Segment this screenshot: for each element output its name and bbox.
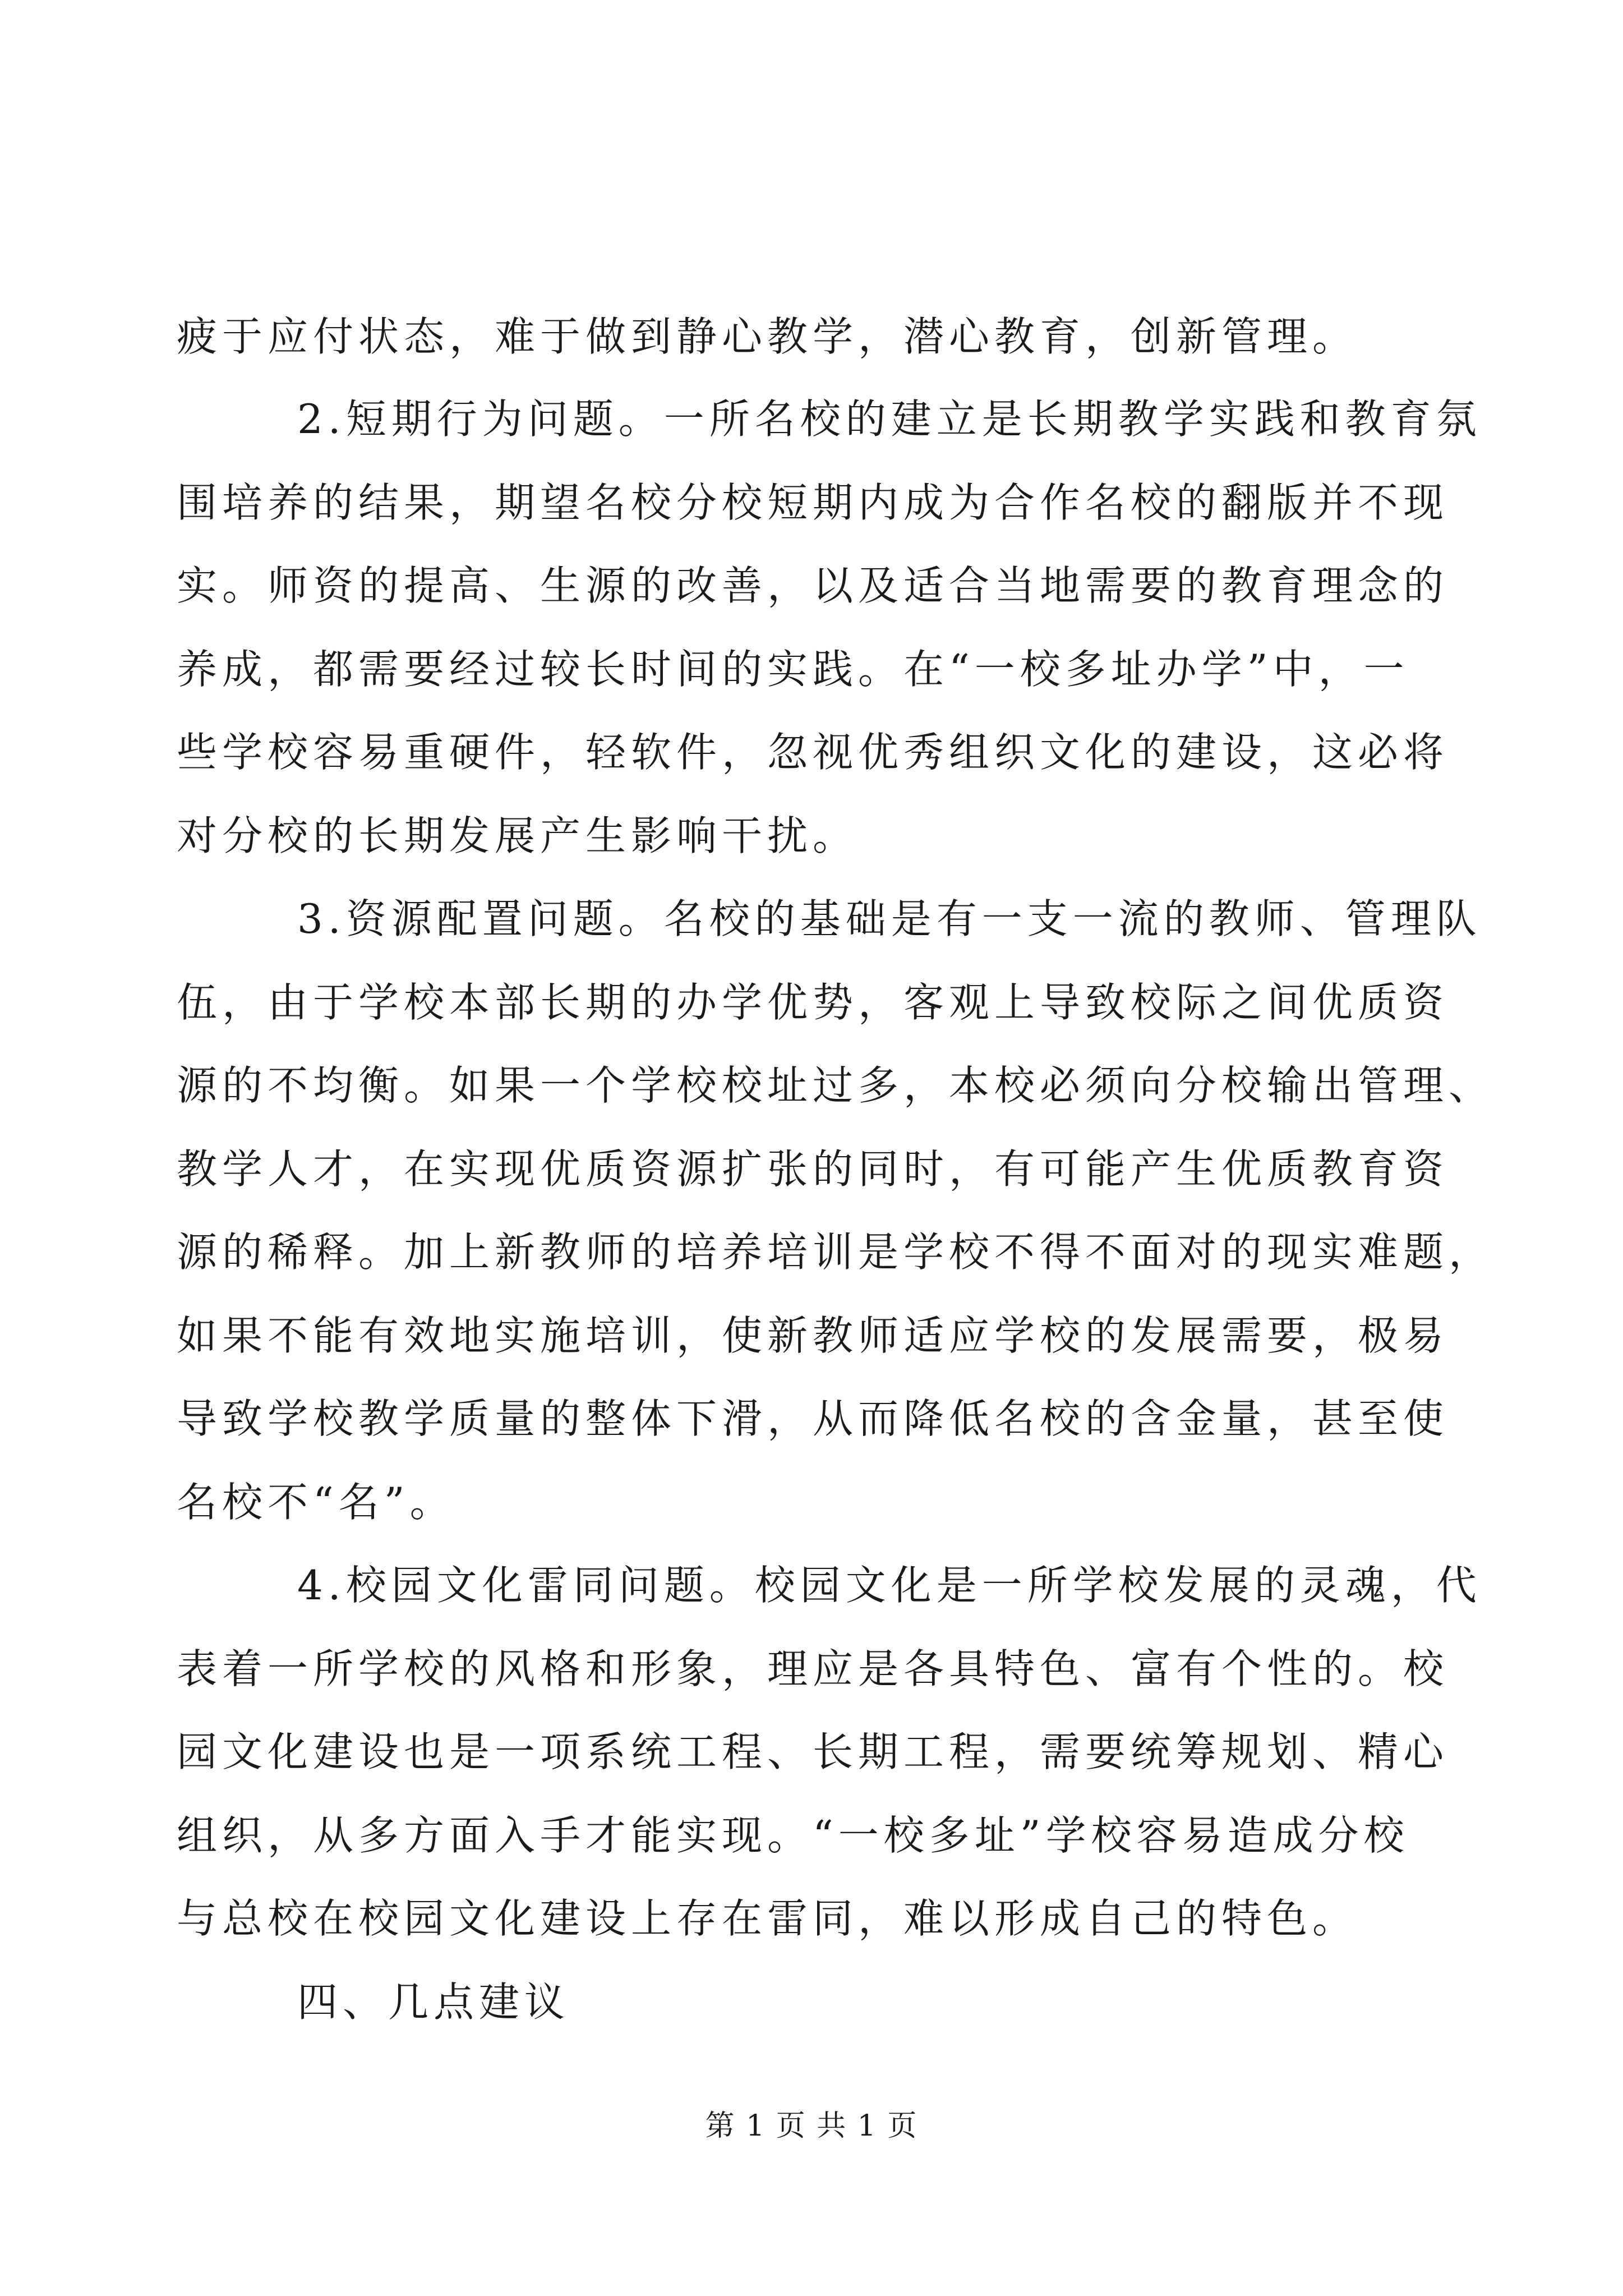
text-line-20: 与总校在校园文化建设上存在雷同，难以形成自己的特色。 <box>177 1895 1358 1942</box>
text-line-5: 养成，都需要经过较长时间的实践。在“一校多址办学”中，一 <box>177 646 1409 693</box>
text-line-3: 围培养的结果，期望名校分校短期内成为合作名校的翻版并不现 <box>177 479 1449 526</box>
text-line-18: 园文化建设也是一项系统工程、长期工程，需要统筹规划、精心 <box>177 1728 1449 1775</box>
text-line-17: 表着一所学校的风格和形象，理应是各具特色、富有个性的。校 <box>177 1645 1449 1692</box>
text-line-11: 教学人才，在实现优质资源扩张的同时，有可能产生优质教育资 <box>177 1145 1449 1193</box>
text-line-1: 疲于应付状态，难于做到静心教学，潜心教育，创新管理。 <box>177 313 1358 360</box>
text-line-14: 导致学校教学质量的整体下滑，从而降低名校的含金量，甚至使 <box>177 1395 1449 1442</box>
text-line-4: 实。师资的提高、生源的改善，以及适合当地需要的教育理念的 <box>177 562 1449 609</box>
text-line-6: 些学校容易重硬件，轻软件，忽视优秀组织文化的建设，这必将 <box>177 729 1449 776</box>
text-line-8: 3.资源配置问题。名校的基础是有一支一流的教师、管理队 <box>297 895 1482 942</box>
text-line-19: 组织，从多方面入手才能实现。“一校多址”学校容易造成分校 <box>177 1812 1409 1859</box>
page-number-footer: 第 1 页 共 1 页 <box>705 2109 918 2143</box>
text-line-2: 2.短期行为问题。一所名校的建立是长期教学实践和教育氛 <box>297 395 1482 443</box>
section-heading: 四、几点建议 <box>297 1978 570 2026</box>
text-line-12: 源的稀释。加上新教师的培养培训是学校不得不面对的现实难题， <box>177 1228 1495 1276</box>
text-line-10: 源的不均衡。如果一个学校校址过多，本校必须向分校输出管理、 <box>177 1062 1495 1109</box>
text-line-15: 名校不“名”。 <box>177 1479 455 1526</box>
text-line-9: 伍，由于学校本部长期的办学优势，客观上导致校际之间优质资 <box>177 979 1449 1026</box>
text-line-16: 4.校园文化雷同问题。校园文化是一所学校发展的灵魂，代 <box>297 1562 1482 1609</box>
text-line-13: 如果不能有效地实施培训，使新教师适应学校的发展需要，极易 <box>177 1312 1449 1359</box>
text-line-7: 对分校的长期发展产生影响干扰。 <box>177 812 859 859</box>
